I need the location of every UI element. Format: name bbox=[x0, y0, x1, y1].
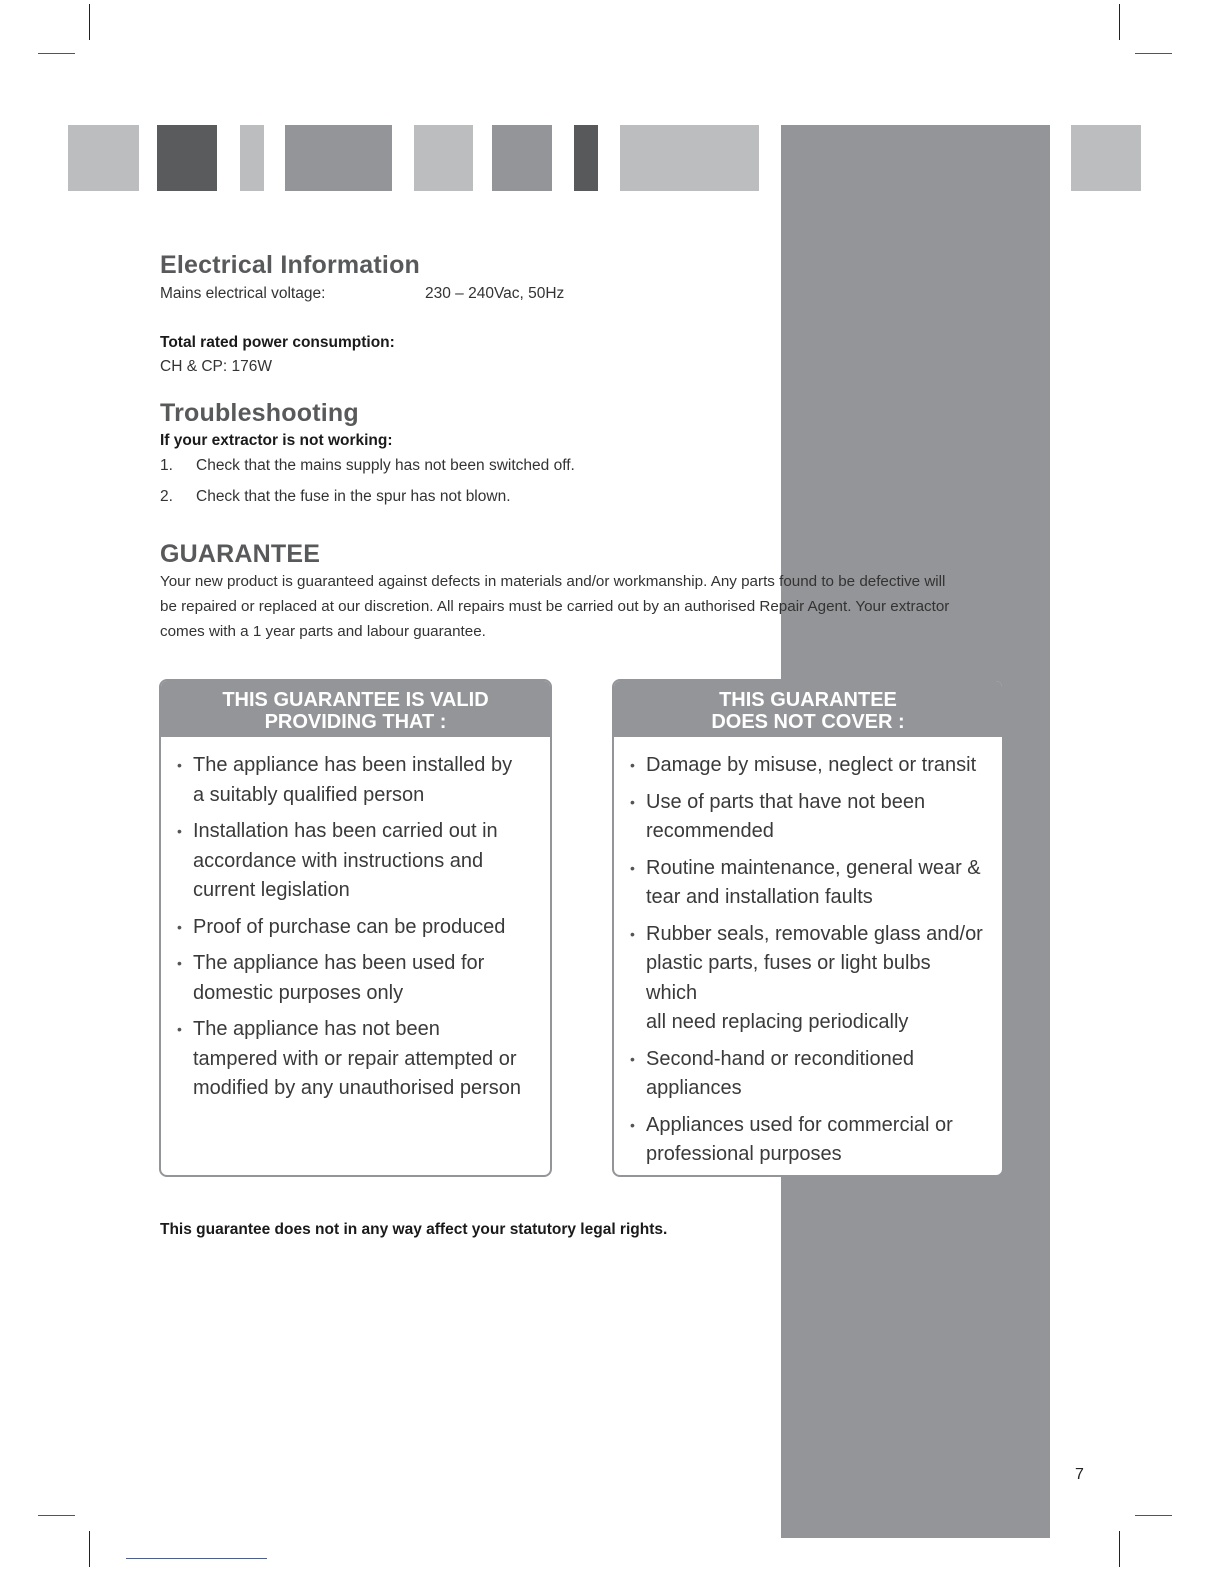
list-item-line: domestic purposes only bbox=[193, 981, 404, 1004]
statutory-rights-note: This guarantee does not in any way affect your statutory legal rights. bbox=[160, 1221, 668, 1238]
list-item bbox=[630, 1045, 984, 1104]
header-block bbox=[68, 125, 139, 191]
header-block bbox=[414, 125, 473, 191]
guarantee-valid-box bbox=[159, 679, 552, 1177]
valid-box-title bbox=[161, 681, 550, 737]
list-item-line: • Proof of purchase can be produced bbox=[193, 915, 506, 938]
crop-mark bbox=[89, 4, 90, 40]
power-value: CH & CP: 176W bbox=[160, 358, 272, 375]
bottom-rule bbox=[126, 1558, 267, 1559]
list-item bbox=[630, 788, 984, 847]
list-item-line: professional purposes bbox=[646, 1143, 842, 1165]
valid-box-title-line: THIS GUARANTEE IS VALID bbox=[222, 689, 489, 711]
header-block bbox=[157, 125, 217, 191]
list-item bbox=[177, 751, 532, 810]
list-item-line: • The appliance has been installed by bbox=[193, 754, 513, 776]
list-item-line: • Appliances used for commercial or bbox=[646, 1113, 953, 1136]
list-item bbox=[177, 1015, 532, 1104]
crop-mark bbox=[89, 1531, 90, 1567]
step-number: 2. bbox=[160, 488, 173, 505]
guarantee-line: comes with a 1 year parts and labour guarantee. bbox=[160, 623, 486, 640]
list-item-line: current legislation bbox=[193, 879, 350, 901]
list-item-line: • Installation has been carried out in bbox=[193, 820, 498, 842]
list-item-line: appliances bbox=[646, 1077, 742, 1099]
guarantee-line: be repaired or replaced at our discretion. All repairs must be carried out by an authorised Repair Agent. Your extractor bbox=[160, 598, 950, 615]
troubleshooting-subheading: If your extractor is not working: bbox=[160, 432, 393, 449]
crop-mark bbox=[38, 53, 75, 54]
header-block bbox=[620, 125, 759, 191]
crop-mark bbox=[1119, 1531, 1120, 1567]
list-item bbox=[630, 854, 984, 913]
list-item-line: plastic parts, fuses or light bulbs which bbox=[646, 952, 931, 1004]
voltage-label: Mains electrical voltage: bbox=[160, 285, 326, 302]
list-item-line: all need replacing periodically bbox=[646, 1011, 909, 1033]
list-item-line: accordance with instructions and bbox=[193, 849, 484, 872]
list-item bbox=[177, 949, 532, 1008]
list-item bbox=[177, 817, 532, 906]
step-number: 1. bbox=[160, 457, 173, 474]
list-item-line: tampered with or repair attempted or bbox=[193, 1047, 517, 1070]
list-item bbox=[630, 1111, 984, 1170]
not-cover-box-title-line: THIS GUARANTEE bbox=[719, 689, 897, 711]
not-cover-box-title-line: DOES NOT COVER : bbox=[711, 711, 905, 733]
page-number: 7 bbox=[1075, 1466, 1084, 1483]
list-item-line: • Second-hand or reconditioned bbox=[646, 1047, 914, 1070]
crop-mark bbox=[1135, 53, 1172, 54]
voltage-value: 230 – 240Vac, 50Hz bbox=[425, 285, 565, 302]
list-item-line: a suitably qualified person bbox=[193, 783, 425, 806]
list-item-line: tear and installation faults bbox=[646, 886, 873, 908]
crop-mark bbox=[38, 1515, 75, 1516]
list-item-line: recommended bbox=[646, 820, 774, 842]
header-block bbox=[285, 125, 392, 191]
list-item-line: modified by any unauthorised person bbox=[193, 1077, 521, 1099]
step-text: Check that the fuse in the spur has not blown. bbox=[196, 488, 511, 505]
crop-mark bbox=[1119, 4, 1120, 40]
list-item-line: • The appliance has not been bbox=[193, 1018, 440, 1040]
header-block bbox=[240, 125, 264, 191]
list-item-line: • Use of parts that have not been bbox=[646, 790, 926, 813]
step-text: Check that the mains supply has not been switched off. bbox=[196, 457, 575, 474]
list-item bbox=[630, 751, 984, 781]
list-item bbox=[177, 913, 532, 943]
crop-mark bbox=[1135, 1515, 1172, 1516]
list-item bbox=[630, 920, 984, 1038]
list-item-line: • Routine maintenance, general wear & bbox=[646, 856, 981, 879]
list-item-line: • Damage by misuse, neglect or transit bbox=[646, 754, 977, 776]
header-block bbox=[574, 125, 598, 191]
list-item-line: • Rubber seals, removable glass and/or bbox=[646, 922, 983, 945]
not-cover-box-title bbox=[614, 681, 1002, 737]
electrical-heading: Electrical Information bbox=[160, 251, 421, 279]
list-item-line: • The appliance has been used for bbox=[193, 952, 485, 974]
not-cover-list bbox=[614, 737, 1002, 1170]
troubleshooting-heading: Troubleshooting bbox=[160, 399, 359, 427]
header-block bbox=[1071, 125, 1141, 191]
guarantee-line: Your new product is guaranteed against defects in materials and/or workmanship. Any parts found to be defective will bbox=[160, 573, 946, 590]
valid-box-title-line: PROVIDING THAT : bbox=[264, 711, 447, 733]
valid-list bbox=[161, 737, 550, 1104]
power-label: Total rated power consumption: bbox=[160, 334, 395, 351]
header-block bbox=[492, 125, 552, 191]
guarantee-heading: GUARANTEE bbox=[160, 540, 321, 568]
guarantee-not-cover-box bbox=[612, 679, 1004, 1177]
